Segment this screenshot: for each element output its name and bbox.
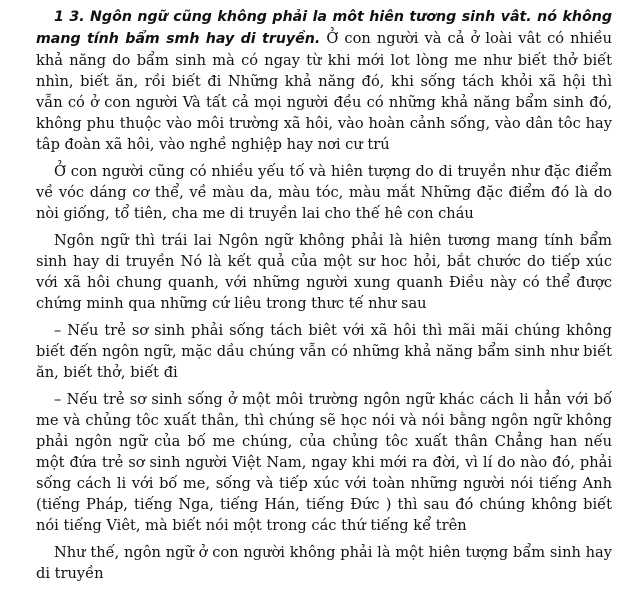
list-item-1: – Nếu trẻ sơ sinh phải sống tách biêt với xã hôi thì mãi mãi chúng không biết đến ngôn ngữ, mặc dầu chúng vẫn có những khả năng bẩm sinh như biết ăn, biết thở, biết đi <box>36 322 612 381</box>
section-intro-text: Ở con người và cả ở loài vât có nhiều khả năng do bẩm sinh mà có ngay từ khi mới lot lòng me như biết thở biết nhìn, biết ăn, rồi biết đi Những khả năng đó, khi sống tách khỏi xã hội thì vẫn có ở con người Và tất cả mọi người đều có những khả năng bẩm sinh đó, không phu thuộc vào môi trường xã hôi, vào hoàn cảnh sống, vào dân tôc hay tâp đoàn xã hôi, vào nghề nghiệp hay nơi cư trú <box>36 30 612 153</box>
body-paragraph-2: Ngôn ngữ thì trái lai Ngôn ngữ không phải là hiên tương mang tính bẩm sinh hay di truyền Nó là kết quả của một sư hoc hỏi, bắt chước do tiếp xúc với xã hôi chung quanh, với những người xung quanh Điều này có thể được chứng minh qua những cứ liêu trong thưc tế như sau <box>36 232 612 312</box>
section-paragraph <box>36 6 612 155</box>
document-page <box>36 6 612 590</box>
body-paragraph-1: Ở con người cũng có nhiều yếu tố và hiên tượng do di truyền như đặc điểm về vóc dáng cơ thể, về màu da, màu tóc, màu mắt Những đặc điểm đó là do nòi giống, tổ tiên, cha me di truyền lai cho thế hê con cháu <box>36 163 612 222</box>
list-item-2: – Nếu trẻ sơ sinh sống ở một môi trường ngôn ngữ khác cách li hẳn với bố me và chủng tôc xuất thân, thì chúng sẽ học nói và nói bằng ngôn ngữ không phải ngôn ngữ của bố me chúng, của chủng tôc xuất thân Chẳng han nếu một đứa trẻ sơ sinh người Việt Nam, ngay khi mới ra đời, vì lí do nào đó, phải sống cách li với bố me, sống và tiếp xúc với toàn những người nói tiếng Anh (tiếng Pháp, tiếng Nga, tiếng Hán, tiếng Đức ) thì sau đó chúng không biết nói tiếng Viêt, mà biết nói một trong các thứ tiếng kể trên <box>36 391 612 534</box>
section-heading: 1 3. Ngôn ngữ cũng không phải la môt hiên tương sinh vât. nó không mang tính bẩm smh hay di truyền. <box>36 9 612 47</box>
conclusion-paragraph: Như thế, ngôn ngữ ở con người không phải là một hiên tượng bẩm sinh hay di truyền <box>36 544 612 582</box>
